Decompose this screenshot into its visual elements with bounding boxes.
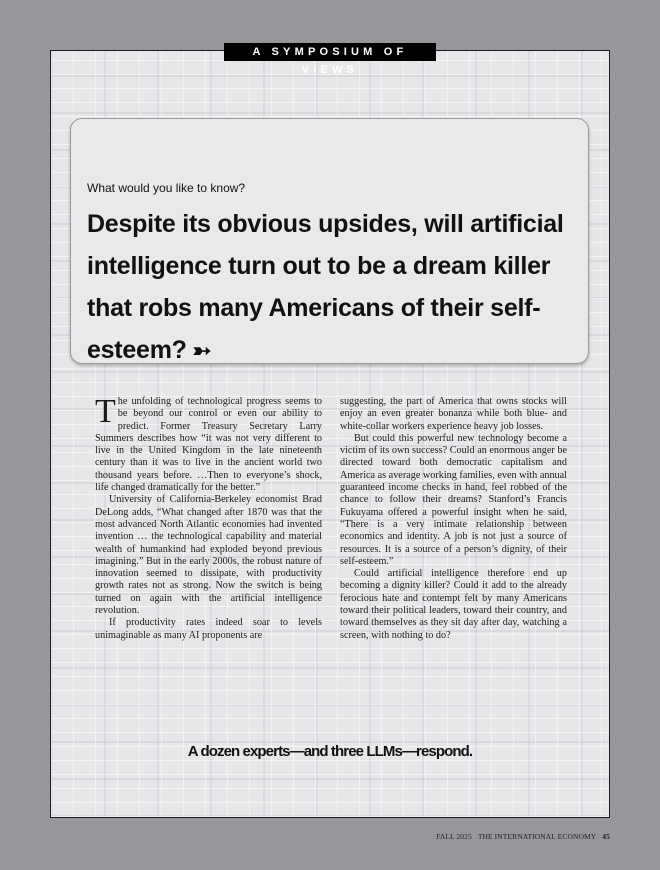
question-prompt: What would you like to know? [87, 181, 246, 195]
question-headline [87, 203, 582, 372]
article-paragraph: Could artificial intelligence therefore end up becoming a dignity killer? Could it add to the already ferocious hate and contempt felt by many Americans toward their political leaders, toward their country, and toward themselves as they sit day after day, watching a screen, with nothing to do? [340, 568, 567, 641]
article-paragraph: University of California-Berkeley economist Brad DeLong adds, “What changed after 1870 was that the most advanced North Atlantic economies had invented invention … the technological capability and material wealth of humankind had exploded beyond previous imagining.” But in the early 2000s, the robust nature of innovation seemed to dissipate, with productivity growth rates not as strong. Now the switch is being turned on again with the artificial intelligence revolution. [95, 494, 322, 617]
article-paragraph: But could this powerful new technology become a victim of its own success? Could an enormous anger be directed toward both democratic capitalism and America as average working families, even with annual guaranteed income checks in hand, feel robbed of the chance to follow their dreams? Stanford’s Francis Fukuyama offered a powerful insight when he said, “There is a very intimate relationship between economics and identity. A job is not just a source of resources. It is a source of a person’s dignity, of their self-esteem.” [340, 432, 567, 567]
section-banner: A SYMPOSIUM OF VIEWS [224, 43, 436, 61]
question-box [70, 118, 589, 364]
footer-issue: FALL 2025 [436, 832, 472, 841]
article-column-left [95, 393, 322, 642]
question-text: Despite its obvious upsides, will artificial intelligence turn out to be a dream killer that robs many Americans of their self-esteem? [87, 210, 564, 364]
article-paragraph: The unfolding of technological progress seems to be beyond our control or even our ability to predict. Former Treasury Secretary Larry Summers describes how “it was not very different to live in the United Kingdom in the late nineteenth century than it was to live in the ancient world two thousand years before. …Then to everyone’s shock, life changed dramatically for the better.” [95, 393, 322, 494]
article-paragraph: If productivity rates indeed soar to levels unimaginable as many AI proponents are [95, 617, 322, 641]
page-number: 45 [602, 832, 610, 841]
drop-cap: T [95, 393, 116, 430]
article-paragraph: suggesting, the part of America that owns stocks will enjoy an even greater bonanza while both blue- and white-collar workers experience heavy job losses. [340, 396, 567, 432]
curved-arrow-icon: ➳ [192, 338, 211, 363]
page-footer [436, 832, 610, 841]
footer-publication: THE INTERNATIONAL ECONOMY [477, 832, 597, 841]
respond-tagline: A dozen experts—and three LLMs—respond. [187, 743, 473, 760]
article-column-right [340, 396, 567, 642]
